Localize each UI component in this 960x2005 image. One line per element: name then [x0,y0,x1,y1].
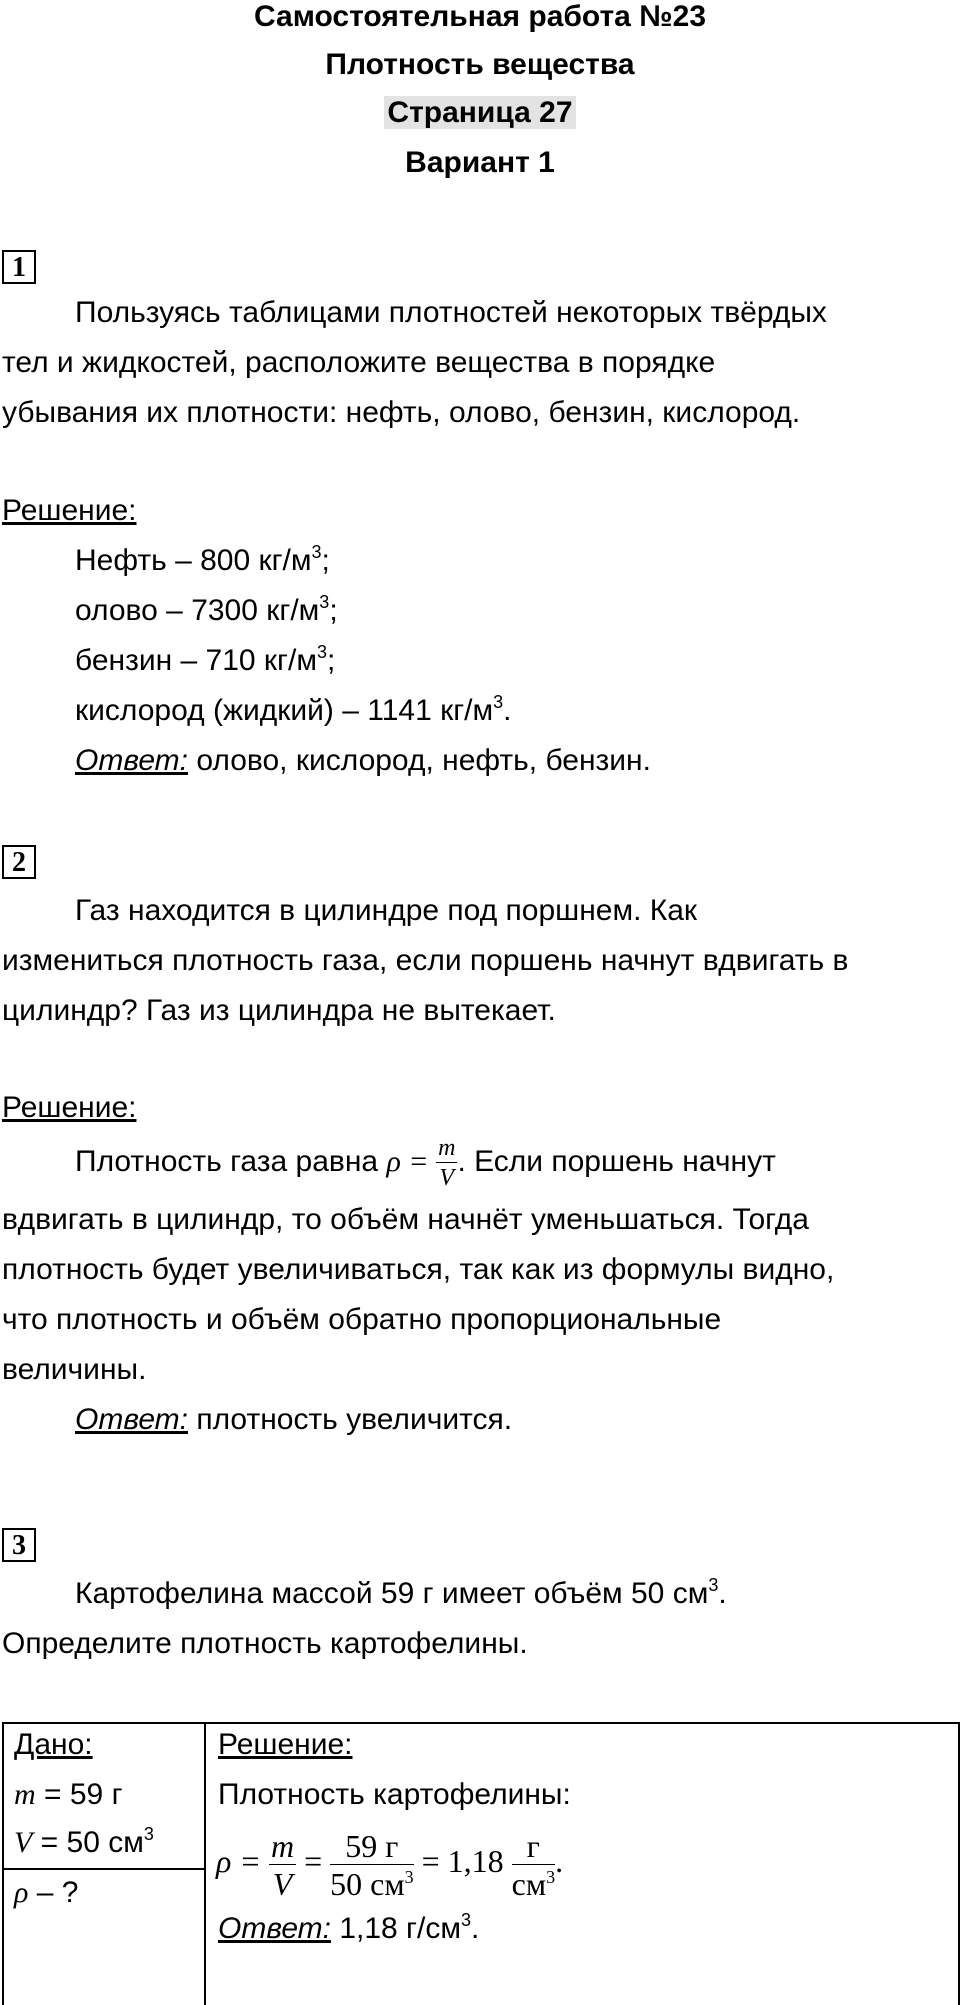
task3-solution-label: Решение: [218,1728,353,1761]
task1-answer: Ответ: олово, кислород, нефть, бензин. [75,744,651,777]
task1-question-line: Пользуясь таблицами плотностей некоторых твёрдых [75,296,827,329]
task2-solution-line: величины. [2,1353,147,1386]
given-label: Дано: [14,1728,93,1761]
task2-answer: Ответ: плотность увеличится. [75,1403,513,1436]
task1-question-line: убывания их плотности: нефть, олово, бензин, кислород. [2,396,801,429]
task2-solution-line: вдвигать в цилиндр, то объём начнёт уменьшаться. Тогда [2,1203,809,1236]
task2-question-line: цилиндр? Газ из цилиндра не вытекает. [2,994,556,1027]
answer-label: Ответ: [218,1912,331,1945]
page-label-wrap [0,96,960,130]
task-number-1: 1 [2,250,36,284]
task1-question-line: тел и жидкостей, расположите вещества в порядке [2,346,716,379]
density-formula: ρ = [386,1145,437,1178]
topic-title: Плотность вещества [325,48,635,81]
task2-solution-label: Решение: [2,1091,137,1124]
task2-solution-first-line: Плотность газа равна ρ = $\frac{m}{V}$ . Если поршень начнут [75,1135,776,1192]
task3-question-line: Картофелина массой 59 г имеет объём 50 $см^3$. [75,1575,727,1610]
table-top-border [2,1722,960,1724]
given-divider [2,1868,206,1870]
task2-solution-line: что плотность и объём обратно пропорциональные [2,1303,722,1336]
answer-label: Ответ: [75,1403,188,1436]
task1-item: Нефть – 800 $кг/м^3$; [75,542,330,577]
variant-label: Вариант 1 [405,146,555,179]
work-title: Самостоятельная работа №23 [253,0,707,33]
task1-item: олово – 7300 $кг/м^3$; [75,592,338,627]
task2-question-line: измениться плотность газа, если поршень начнут вдвигать в [2,944,849,977]
task2-solution-line: плотность будет увеличиваться, так как из формулы видно, [2,1253,835,1286]
find-density: ρ – ? [14,1876,79,1909]
table-column-divider [204,1722,206,2005]
given-mass: m = 59 г [14,1778,123,1811]
task-number-3: 3 [2,1528,36,1562]
given-volume: V = 50 $см^3$ [14,1824,154,1859]
task1-solution-label: Решение: [2,494,137,527]
task-number-2: 2 [2,845,36,879]
task3-question-line: Определите плотность картофелины. [2,1627,528,1660]
page-label: Страница 27 [384,96,575,129]
table-left-border [2,1722,4,2005]
task1-item: кислород (жидкий) – 1141 $кг/м^3$. [75,692,512,727]
task2-question-line: Газ находится в цилиндре под поршнем. Как [75,894,698,927]
task1-item: бензин – 710 $кг/м^3$; [75,642,336,677]
task3-answer: Ответ: 1,18 $г/см^3$. [218,1910,480,1945]
task3-formula: ρ = $\frac{m}{V}$ = $\frac{59 г}{50 см^3}$ = 1,18 $\frac{г}{см^3}$ . [216,1827,564,1902]
task3-solution-text: Плотность картофелины: [218,1778,571,1811]
answer-label: Ответ: [75,744,188,777]
